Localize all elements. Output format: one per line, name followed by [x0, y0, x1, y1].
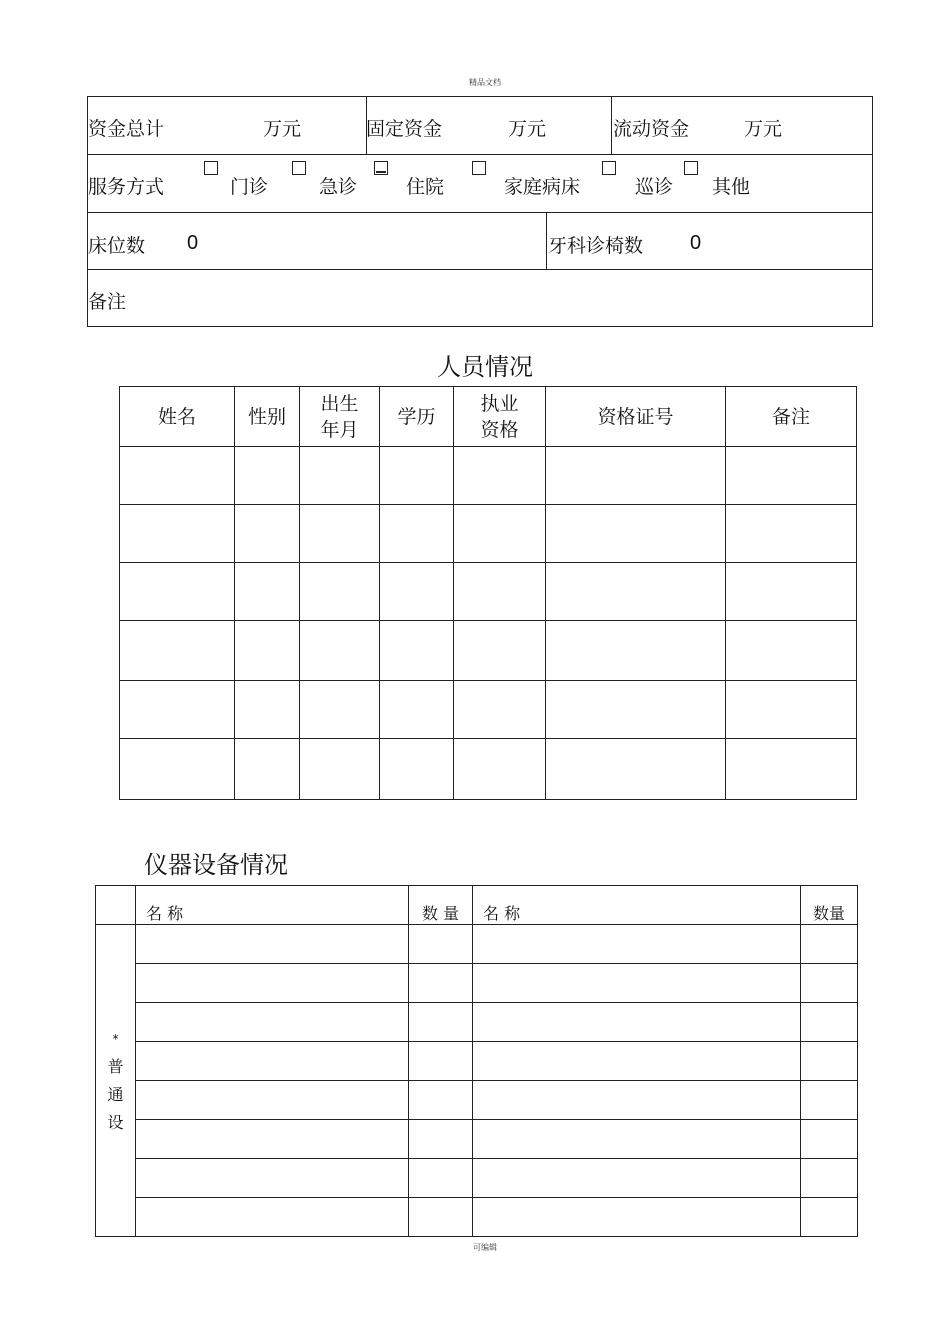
header-birth: 出生 年月	[300, 387, 380, 447]
service-label: 服务方式	[88, 176, 165, 198]
fixed-funds-label: 固定资金	[366, 118, 443, 140]
service-option-label: 其他	[712, 176, 751, 198]
category-char: 普	[107, 1056, 124, 1076]
bed-count-value: 0	[187, 232, 199, 254]
header-equip-name-2: 名 称	[473, 886, 801, 925]
table-row	[120, 447, 857, 505]
facility-info-box	[87, 96, 873, 327]
total-funds-label: 资金总计	[88, 118, 165, 140]
bed-count-label: 床位数	[88, 235, 146, 257]
service-option-label: 门诊	[230, 176, 269, 198]
service-option-label: 住院	[406, 176, 445, 198]
category-char: 设	[107, 1112, 124, 1132]
table-row	[96, 964, 858, 1003]
col-divider	[611, 97, 612, 154]
header-gender: 性别	[235, 387, 300, 447]
dental-chair-label: 牙科诊椅数	[548, 235, 644, 257]
table-row	[120, 621, 857, 681]
category-char: *	[112, 1031, 119, 1046]
service-option-label: 急诊	[319, 176, 358, 198]
header-cert-no: 资格证号	[546, 387, 726, 447]
checkbox-home-bed[interactable]	[472, 161, 486, 175]
table-row	[96, 1081, 858, 1120]
header-name: 姓名	[120, 387, 235, 447]
table-row	[120, 563, 857, 621]
current-funds-label: 流动资金	[613, 118, 690, 140]
fixed-funds-unit: 万元	[508, 118, 547, 140]
checkbox-rounds[interactable]	[602, 161, 616, 175]
equipment-header-row	[96, 886, 858, 925]
row-divider	[88, 269, 872, 270]
table-row	[96, 1042, 858, 1081]
checkbox-outpatient[interactable]	[204, 161, 218, 175]
header-remarks: 备注	[726, 387, 857, 447]
header-license: 执业 资格	[454, 387, 546, 447]
checkbox-other[interactable]	[684, 161, 698, 175]
table-row	[96, 925, 858, 964]
equipment-table	[95, 885, 858, 1237]
row-divider	[88, 212, 872, 213]
equipment-category-cell	[96, 925, 136, 1237]
total-funds-unit: 万元	[263, 118, 302, 140]
staff-header-row	[120, 387, 857, 447]
staff-table	[119, 386, 857, 800]
table-row	[96, 1003, 858, 1042]
dental-chair-value: 0	[690, 232, 702, 254]
checkbox-inpatient[interactable]	[374, 161, 388, 175]
service-option-label: 巡诊	[635, 176, 674, 198]
staff-section-title: 人员情况	[437, 353, 533, 381]
table-row	[96, 1159, 858, 1198]
col-divider	[546, 212, 547, 269]
category-char: 通	[107, 1084, 124, 1104]
table-row	[120, 681, 857, 739]
table-row	[120, 739, 857, 800]
current-funds-unit: 万元	[744, 118, 783, 140]
checkbox-emergency[interactable]	[292, 161, 306, 175]
row-divider	[88, 154, 872, 155]
remarks-label: 备注	[88, 291, 127, 313]
page-header: 精品文档	[469, 78, 501, 87]
table-row	[96, 1198, 858, 1237]
equipment-section-title: 仪器设备情况	[144, 851, 288, 879]
table-row	[120, 505, 857, 563]
header-equip-qty: 数 量	[409, 886, 473, 925]
page-footer: 可编辑	[473, 1243, 497, 1252]
service-option-label: 家庭病床	[504, 176, 581, 198]
header-equip-qty-2: 数量	[801, 886, 858, 925]
header-education: 学历	[380, 387, 454, 447]
table-row	[96, 1120, 858, 1159]
header-equip-name: 名 称	[136, 886, 409, 925]
